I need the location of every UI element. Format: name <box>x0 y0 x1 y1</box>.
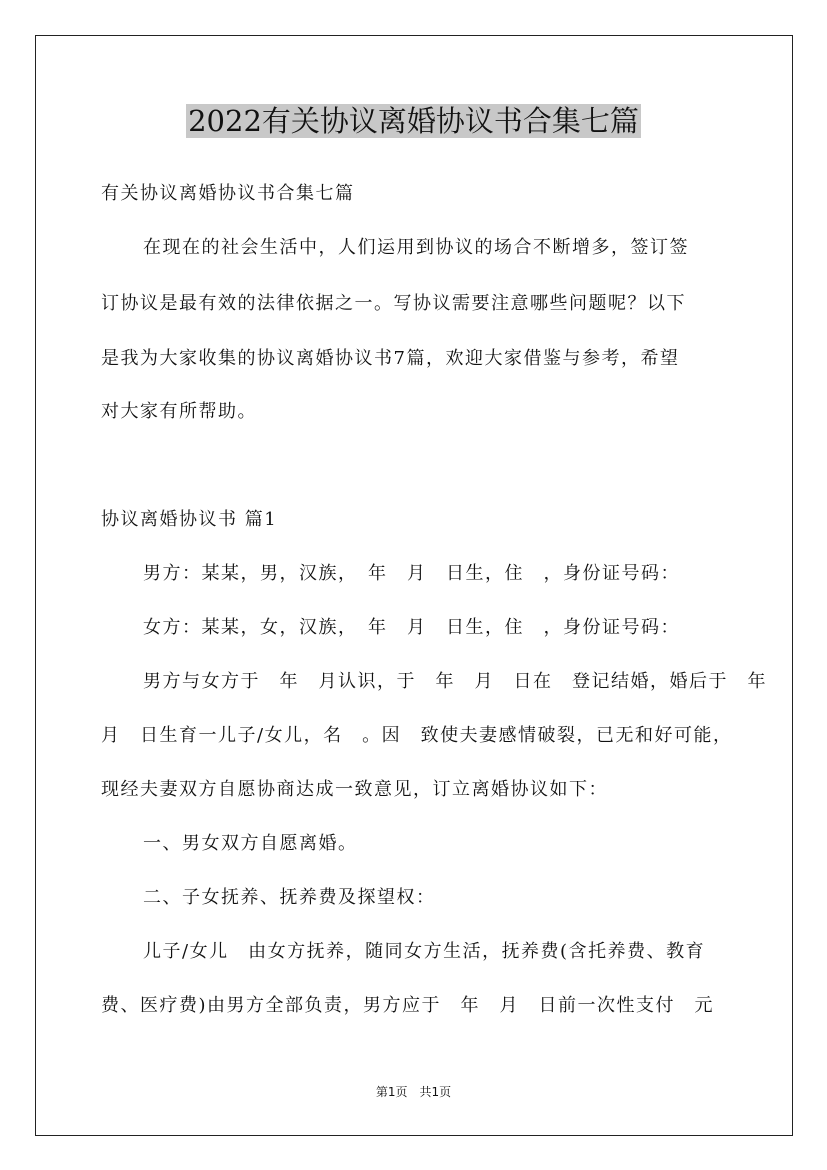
paragraph-line: 男方与女方于 年 月认识，于 年 月 日在 登记结婚，婚后于 年 <box>143 671 767 692</box>
paragraph-line: 对大家有所帮助。 <box>101 401 257 422</box>
paragraph-line: 男方：某某，男，汉族， 年 月 日生，住 ，身份证号码： <box>143 563 680 584</box>
document-title <box>0 100 827 142</box>
paragraph-line: 订协议是最有效的法律依据之一。写协议需要注意哪些问题呢？以下 <box>101 293 686 314</box>
paragraph-line: 女方：某某，女，汉族， 年 月 日生，住 ，身份证号码： <box>143 617 680 638</box>
paragraph-line: 二、子女抚养、抚养费及探望权： <box>143 887 436 908</box>
paragraph-line: 是我为大家收集的协议离婚协议书7篇，欢迎大家借鉴与参考，希望 <box>101 348 680 369</box>
paragraph-line: 月 日生育一儿子/女儿，名 。因 致使夫妻感情破裂，已无和好可能， <box>101 725 733 746</box>
paragraph-line: 一、男女双方自愿离婚。 <box>143 833 358 854</box>
document-subtitle: 有关协议离婚协议书合集七篇 <box>101 183 355 204</box>
paragraph-line: 儿子/女儿 由女方抚养，随同女方生活，抚养费(含托养费、教育 <box>143 941 706 962</box>
paragraph-line: 费、医疗费)由男方全部负责，男方应于 年 月 日前一次性支付 元 <box>101 995 715 1016</box>
section-heading: 协议离婚协议书 篇1 <box>101 509 278 530</box>
page-number: 第1页 共1页 <box>375 1085 452 1099</box>
paragraph-line: 在现在的社会生活中，人们运用到协议的场合不断增多，签订签 <box>143 237 689 258</box>
document-title-text: 2022有关协议离婚协议书合集七篇 <box>188 104 639 138</box>
paragraph-line: 现经夫妻双方自愿协商达成一致意见，订立离婚协议如下： <box>101 779 608 800</box>
